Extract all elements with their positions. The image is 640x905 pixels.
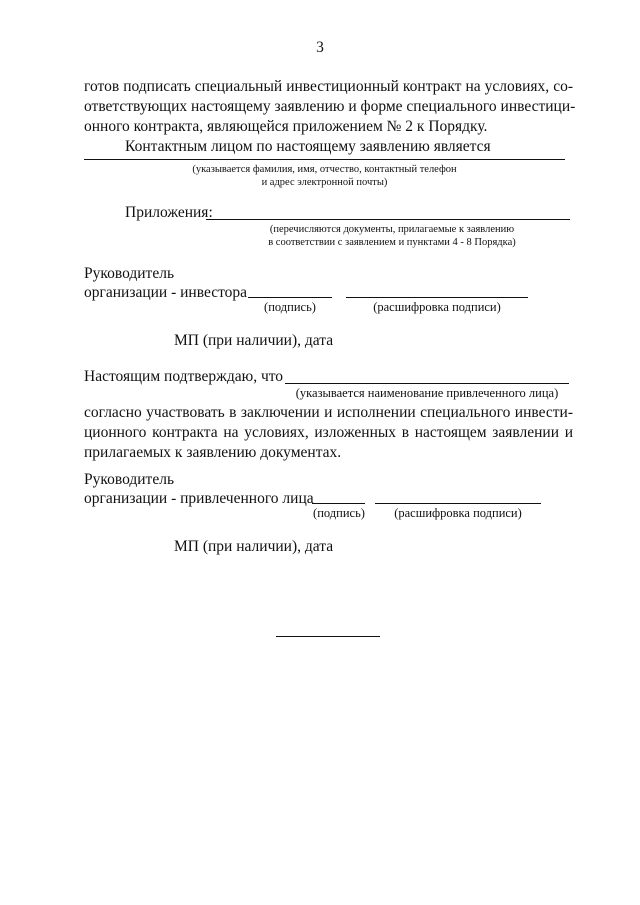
signer-organization: организации - привлеченного лица bbox=[84, 490, 314, 507]
attachments-fill-line[interactable] bbox=[206, 219, 570, 220]
signature-decoding-hint: (расшифровка подписи) bbox=[373, 300, 501, 314]
end-rule bbox=[276, 636, 380, 637]
page-number: 3 bbox=[316, 39, 324, 56]
attachments-hint: (перечисляются документы, прилагаемые к заявлению bbox=[269, 224, 515, 235]
paragraph-line: прилагаемых к заявлению документах. bbox=[84, 444, 342, 461]
signature-hint: (подпись) bbox=[264, 300, 316, 314]
signer-title: Руководитель bbox=[84, 265, 175, 282]
signature-decoding-hint: (расшифровка подписи) bbox=[394, 506, 522, 520]
contact-label: Контактным лицом по настоящему заявлению является bbox=[125, 138, 491, 155]
stamp-date-label: МП (при наличии), дата bbox=[174, 538, 334, 555]
attachments-label: Приложения: bbox=[125, 204, 213, 221]
attracted-name-hint: (указывается наименование привлеченного лица) bbox=[295, 386, 559, 400]
paragraph-line: ционного контракта на условиях, изложенных в настоящем заявлении и bbox=[84, 424, 573, 441]
paragraph-line: ответствующих настоящему заявлению и форме специального инвестици- bbox=[84, 98, 576, 115]
contact-fill-line[interactable] bbox=[84, 159, 565, 160]
stamp-date-label: МП (при наличии), дата bbox=[174, 332, 334, 349]
paragraph-line: готов подписать специальный инвестиционный контракт на условиях, со- bbox=[84, 78, 573, 95]
paragraph-line: согласно участвовать в заключении и исполнении специального инвести- bbox=[84, 404, 573, 421]
paragraph-line: онного контракта, являющейся приложением № 2 к Порядку. bbox=[84, 118, 488, 135]
signer-title: Руководитель bbox=[84, 471, 175, 488]
signature-hint: (подпись) bbox=[313, 506, 365, 520]
signer-organization: организации - инвестора bbox=[84, 284, 248, 301]
contact-hint: и адрес электронной почты) bbox=[261, 177, 388, 188]
contact-hint: (указывается фамилия, имя, отчество, контактный телефон bbox=[192, 164, 457, 175]
confirm-label: Настоящим подтверждаю, что bbox=[84, 368, 284, 385]
attachments-hint: в соответствии с заявлением и пунктами 4 - 8 Порядка) bbox=[268, 237, 516, 248]
